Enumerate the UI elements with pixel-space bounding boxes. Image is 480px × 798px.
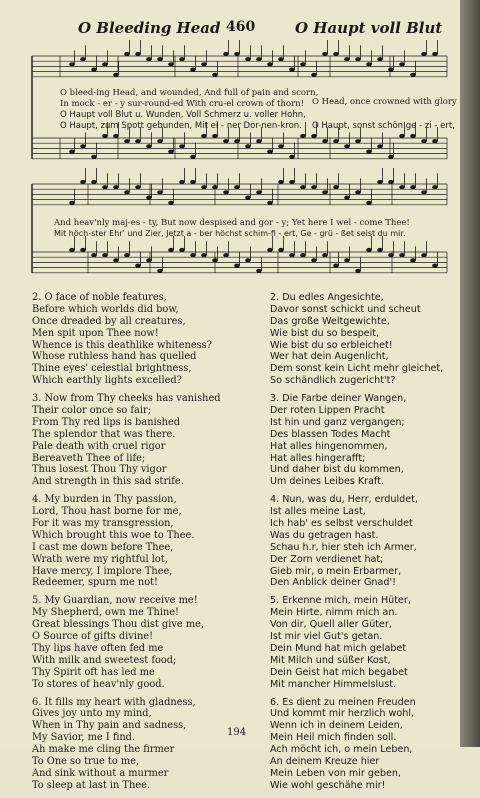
note-head	[102, 62, 108, 66]
note-head	[366, 201, 372, 205]
verse-line: Ah make me cling the firmer	[32, 744, 175, 756]
note-head	[432, 264, 438, 268]
note-head	[113, 134, 119, 138]
note-head	[267, 150, 273, 154]
verse-line: Den Anblick deiner Gnad'!	[270, 577, 396, 589]
verse-line: Schau h.r, hier steh ich Armer,	[270, 541, 417, 553]
note-head	[113, 185, 119, 189]
note-head	[377, 144, 383, 148]
note-head	[333, 264, 339, 268]
verse-line: Thine eyes' celestial brightness,	[32, 363, 192, 375]
note-head	[179, 144, 185, 148]
note-head	[289, 180, 295, 184]
title-german: O Haupt voll Blut	[295, 19, 443, 37]
refrain-german: O Haupt, sonst schön ge - zi - ert,	[312, 121, 455, 131]
note-head	[410, 134, 416, 138]
verse-line: Und kommt mir herzlich wohl,	[270, 708, 415, 720]
note-head	[388, 253, 394, 257]
note-head	[190, 253, 196, 257]
note-head	[388, 155, 394, 159]
note-head	[333, 185, 339, 189]
note-head	[212, 134, 218, 138]
note-head	[245, 57, 251, 61]
lyric-line: O bleed-ing Head, and wounded, And full of pain and scorn,	[60, 88, 319, 98]
note-head	[190, 68, 196, 72]
verse-line: I cast me down before Thee,	[32, 541, 174, 553]
note-head	[311, 73, 317, 77]
note-head	[377, 180, 383, 184]
title-english: O Bleeding Head	[78, 19, 221, 37]
note-head	[212, 258, 218, 262]
verse-line: Mein Heil mich finden soll.	[270, 732, 397, 744]
verse-line: For it was my transgression,	[32, 518, 174, 530]
note-head	[102, 185, 108, 189]
stanza	[270, 393, 443, 488]
verse-line: Have mercy, I implore Thee,	[32, 565, 173, 577]
note-head	[146, 196, 152, 200]
stanza	[32, 393, 221, 488]
note-head	[69, 62, 75, 66]
verse-line: Thus losest Thou Thy vigor	[32, 464, 167, 476]
verse-line: Der Zorn verdienet hat;	[270, 553, 384, 565]
verse-line: Ist alles meine Last,	[270, 506, 366, 518]
stanza	[270, 494, 443, 589]
stanza	[32, 494, 221, 589]
verse-line: Which brought this woe to Thee.	[32, 529, 195, 541]
verse-line: Gives joy unto my mind,	[32, 708, 152, 720]
verse-line: From Thy red lips is banished	[32, 416, 181, 428]
verse-line: Ich hab' es selbst verschuldet	[270, 518, 413, 530]
note-head	[366, 248, 372, 252]
verse-line: 4. Nun, was du, Herr, erduldet,	[270, 494, 418, 506]
note-head	[146, 144, 152, 148]
note-head	[377, 248, 383, 252]
note-head	[168, 248, 174, 252]
note-head	[223, 139, 229, 143]
note-head	[256, 190, 262, 194]
verse-line: Um deines Leibes Kraft.	[270, 476, 385, 488]
note-head	[421, 190, 427, 194]
verse-line: Their color once so fair;	[32, 405, 152, 417]
verse-line: Bereaveth Thee of life;	[32, 452, 146, 464]
note-head	[355, 269, 361, 273]
verse-line: Whence is this deathlike whiteness?	[32, 339, 212, 351]
verse-line: Der roten Lippen Pracht	[270, 405, 385, 417]
note-head	[135, 139, 141, 143]
note-head	[80, 144, 86, 148]
note-head	[432, 139, 438, 143]
verse-line: And sink without a murmer	[32, 767, 169, 779]
note-head	[102, 253, 108, 257]
verse-line: Wrath were my rightful lot,	[32, 553, 168, 565]
note-head	[289, 68, 295, 72]
verse-line: 3. Now from Thy cheeks has vanished	[32, 393, 221, 405]
note-head	[333, 139, 339, 143]
note-head	[311, 185, 317, 189]
lyrics-english-block	[60, 88, 318, 110]
note-head	[91, 253, 97, 257]
note-head	[366, 150, 372, 154]
note-head	[146, 57, 152, 61]
verse-line: Great blessings Thou dist give me,	[32, 619, 205, 631]
verse-line: Hat alles hingerafft;	[270, 452, 366, 464]
note-head	[234, 185, 240, 189]
verse-line: 2. O face of noble features,	[32, 292, 167, 303]
verse-line: To sleep at last in Thee.	[32, 779, 150, 791]
continuation-german: Mit höch-ster Ehr' und Zier, Jetzt a - ber höchst schim-fi - ert, Ge - grü - ßet seist du mir.	[54, 229, 406, 238]
continuation-english: And heav'nly maj-es - ty, But now despised and gor - y; Yet here I wel - come Thee!	[54, 218, 410, 228]
note-head	[366, 62, 372, 66]
verse-line: 5. Erkenne mich, mein Hüter,	[270, 595, 411, 607]
note-head	[223, 190, 229, 194]
verse-line: Pale death with cruel rigor	[32, 440, 166, 452]
verse-line: When in Thy pain and sadness,	[32, 720, 187, 732]
verse-line: Ach möcht ich, o mein Leben,	[270, 744, 413, 756]
note-head	[190, 180, 196, 184]
note-head	[421, 253, 427, 257]
note-head	[267, 62, 273, 66]
verse-line: Dein Geist hat mich begabet	[270, 666, 408, 678]
note-head	[278, 248, 284, 252]
note-head	[91, 155, 97, 159]
note-head	[102, 134, 108, 138]
note-head	[245, 258, 251, 262]
note-head	[278, 57, 284, 61]
refrain-english: O Head, once crowned with glory	[312, 97, 457, 107]
note-head	[410, 185, 416, 189]
verse-line: And strength in this sad strife.	[32, 476, 184, 488]
note-head	[355, 57, 361, 61]
note-head	[69, 201, 75, 205]
verse-line: Thy lips have often fed me	[32, 642, 164, 654]
verse-line: Dein Mund hat mich gelabet	[270, 642, 407, 654]
note-head	[190, 155, 196, 159]
verse-line: Ist mir viel Gut's getan.	[270, 631, 383, 643]
verse-line: So schändlich zugericht't?	[270, 375, 396, 387]
note-head	[124, 52, 130, 56]
note-head	[124, 190, 130, 194]
note-head	[168, 62, 174, 66]
note-head	[234, 139, 240, 143]
note-head	[157, 57, 163, 61]
verse-line: The splendor that was there.	[32, 428, 176, 440]
verse-line: Und daher bist du kommen,	[270, 464, 404, 476]
note-head	[179, 57, 185, 61]
note-head	[278, 180, 284, 184]
verse-line: Hat alles hingenommen,	[270, 440, 388, 452]
note-head	[388, 68, 394, 72]
verse-line: Lord, Thou hast borne for me,	[32, 506, 182, 518]
note-head	[322, 52, 328, 56]
verse-line: 3. Die Farbe deiner Wangen,	[270, 393, 407, 405]
note-head	[300, 62, 306, 66]
verse-line: Was du getragen hast.	[270, 529, 379, 541]
note-head	[344, 196, 350, 200]
verse-line: My Savior, me I find.	[32, 732, 136, 744]
verse-line: Gieb mir, o mein Erbarmer,	[270, 565, 402, 577]
note-head	[311, 258, 317, 262]
stanza	[32, 697, 221, 792]
note-head	[80, 180, 86, 184]
note-head	[69, 248, 75, 252]
note-head	[300, 185, 306, 189]
note-head	[432, 52, 438, 56]
note-head	[289, 253, 295, 257]
note-head	[113, 258, 119, 262]
note-head	[135, 52, 141, 56]
verse-line: 6. Es dient zu meinen Freuden	[270, 696, 416, 708]
note-head	[355, 139, 361, 143]
verse-line: Redeemer, spurn me not!	[32, 577, 158, 589]
verse-line: Wer hat dein Augenlicht,	[270, 351, 389, 363]
verse-line: O Source of gifts divine!	[32, 631, 154, 643]
note-head	[113, 73, 119, 77]
note-head	[399, 253, 405, 257]
note-head	[344, 144, 350, 148]
stanza	[270, 697, 443, 792]
note-head	[399, 62, 405, 66]
note-head	[69, 150, 75, 154]
note-head	[157, 269, 163, 273]
note-head	[201, 185, 207, 189]
verse-line: Thy Spirit oft has led me	[32, 666, 155, 678]
note-head	[300, 134, 306, 138]
lyric-line: O Haupt, zum Spott gebunden, Mit ei - ner Dor-nen-kron.	[60, 120, 302, 131]
verse-line: Wie wohl geschähe mir!	[270, 779, 386, 791]
note-head	[256, 57, 262, 61]
verse-line: Wie bist du so erbleichet!	[270, 339, 393, 351]
note-head	[355, 190, 361, 194]
note-head	[267, 248, 273, 252]
note-head	[157, 139, 163, 143]
verse-line: Which earthly lights excelled?	[32, 375, 182, 387]
verse-line: Das große Weltgewichte,	[270, 315, 390, 327]
note-head	[135, 264, 141, 268]
note-head	[157, 190, 163, 194]
note-head	[80, 57, 86, 61]
verse-line: Davor sonst schickt und scheut	[270, 303, 421, 315]
note-head	[410, 73, 416, 77]
note-head	[201, 253, 207, 257]
verse-line: Before which worlds did bow,	[32, 303, 179, 315]
note-head	[256, 269, 262, 273]
music-notation	[0, 0, 480, 290]
stanza	[32, 292, 221, 387]
verse-line: With milk and sweetest food;	[32, 654, 177, 666]
verse-line: Mit mancher Himmelslust.	[270, 678, 397, 690]
note-head	[179, 180, 185, 184]
verse-line: 6. It fills my heart with gladness,	[32, 696, 196, 708]
verse-line: 2. Du edles Angesichte,	[270, 292, 384, 303]
note-head	[245, 144, 251, 148]
note-head	[421, 139, 427, 143]
verse-line: Dem sonst kein Licht mehr gleichet,	[270, 363, 444, 375]
note-head	[256, 139, 262, 143]
lyrics-german-block	[60, 110, 306, 132]
note-head	[289, 155, 295, 159]
verse-line: Wenn ich in deinem Leiden,	[270, 720, 403, 732]
verse-line: 4. My burden in Thy passion,	[32, 494, 177, 506]
hymn-number: 460	[226, 19, 256, 35]
note-head	[410, 258, 416, 262]
note-head	[223, 253, 229, 257]
verse-line: My Shepherd, own me Thine!	[32, 607, 179, 619]
stanza	[32, 595, 221, 690]
note-head	[311, 134, 317, 138]
note-head	[179, 248, 185, 252]
note-head	[344, 57, 350, 61]
verses-english	[32, 292, 221, 798]
note-head	[333, 52, 339, 56]
verse-line: Mein Hirte, nimm mich an.	[270, 607, 398, 619]
note-head	[322, 253, 328, 257]
note-head	[234, 264, 240, 268]
verse-line: To One so true to me,	[32, 755, 140, 767]
verse-line: Whose ruthless hand has quelled	[32, 351, 197, 363]
verse-line: Once dreaded by all creatures,	[32, 315, 186, 327]
note-head	[212, 185, 218, 189]
note-head	[91, 68, 97, 72]
note-head	[344, 258, 350, 262]
verse-line: Wie bist du so bespeit,	[270, 327, 380, 339]
note-head	[322, 190, 328, 194]
note-head	[91, 180, 97, 184]
note-head	[245, 196, 251, 200]
note-head	[124, 139, 130, 143]
note-head	[146, 258, 152, 262]
note-head	[234, 52, 240, 56]
verse-line: Men spit upon Thee now!	[32, 327, 159, 339]
note-head	[201, 134, 207, 138]
note-head	[322, 139, 328, 143]
verse-line: Mit Milch und süßer Kost,	[270, 654, 391, 666]
verse-line: 5. My Guardian, now receive me!	[32, 595, 198, 607]
note-head	[421, 52, 427, 56]
note-head	[432, 185, 438, 189]
note-head	[300, 253, 306, 257]
note-head	[124, 253, 130, 257]
verse-line: Ist hin und ganz vergangen;	[270, 416, 405, 428]
note-head	[377, 57, 383, 61]
lyric-line: O Haupt voll Blut u. Wunden, Voll Schmerz u. voller Hohn,	[60, 110, 306, 120]
note-head	[399, 134, 405, 138]
verse-line: To stores of heav'nly good.	[32, 678, 165, 690]
lyric-line: In mock - er - y sur-round-ed With cru-el crown of thorn!	[60, 98, 304, 109]
verse-line: Mein Leben von mir geben,	[270, 767, 401, 779]
verses-german	[270, 292, 443, 798]
note-head	[135, 185, 141, 189]
note-head	[267, 201, 273, 205]
note-head	[212, 73, 218, 77]
page-number: 194	[227, 727, 247, 738]
verse-line: Des blassen Todes Macht	[270, 428, 391, 440]
verse-line: An deinem Kreuze hier	[270, 755, 380, 767]
note-head	[388, 180, 394, 184]
note-head	[223, 52, 229, 56]
stanza	[270, 292, 443, 387]
verse-line: Von dir, Quell aller Güter,	[270, 619, 392, 631]
note-head	[168, 201, 174, 205]
note-head	[399, 185, 405, 189]
note-head	[201, 62, 207, 66]
note-head	[168, 150, 174, 154]
note-head	[278, 144, 284, 148]
stanza	[270, 595, 443, 690]
note-head	[80, 248, 86, 252]
